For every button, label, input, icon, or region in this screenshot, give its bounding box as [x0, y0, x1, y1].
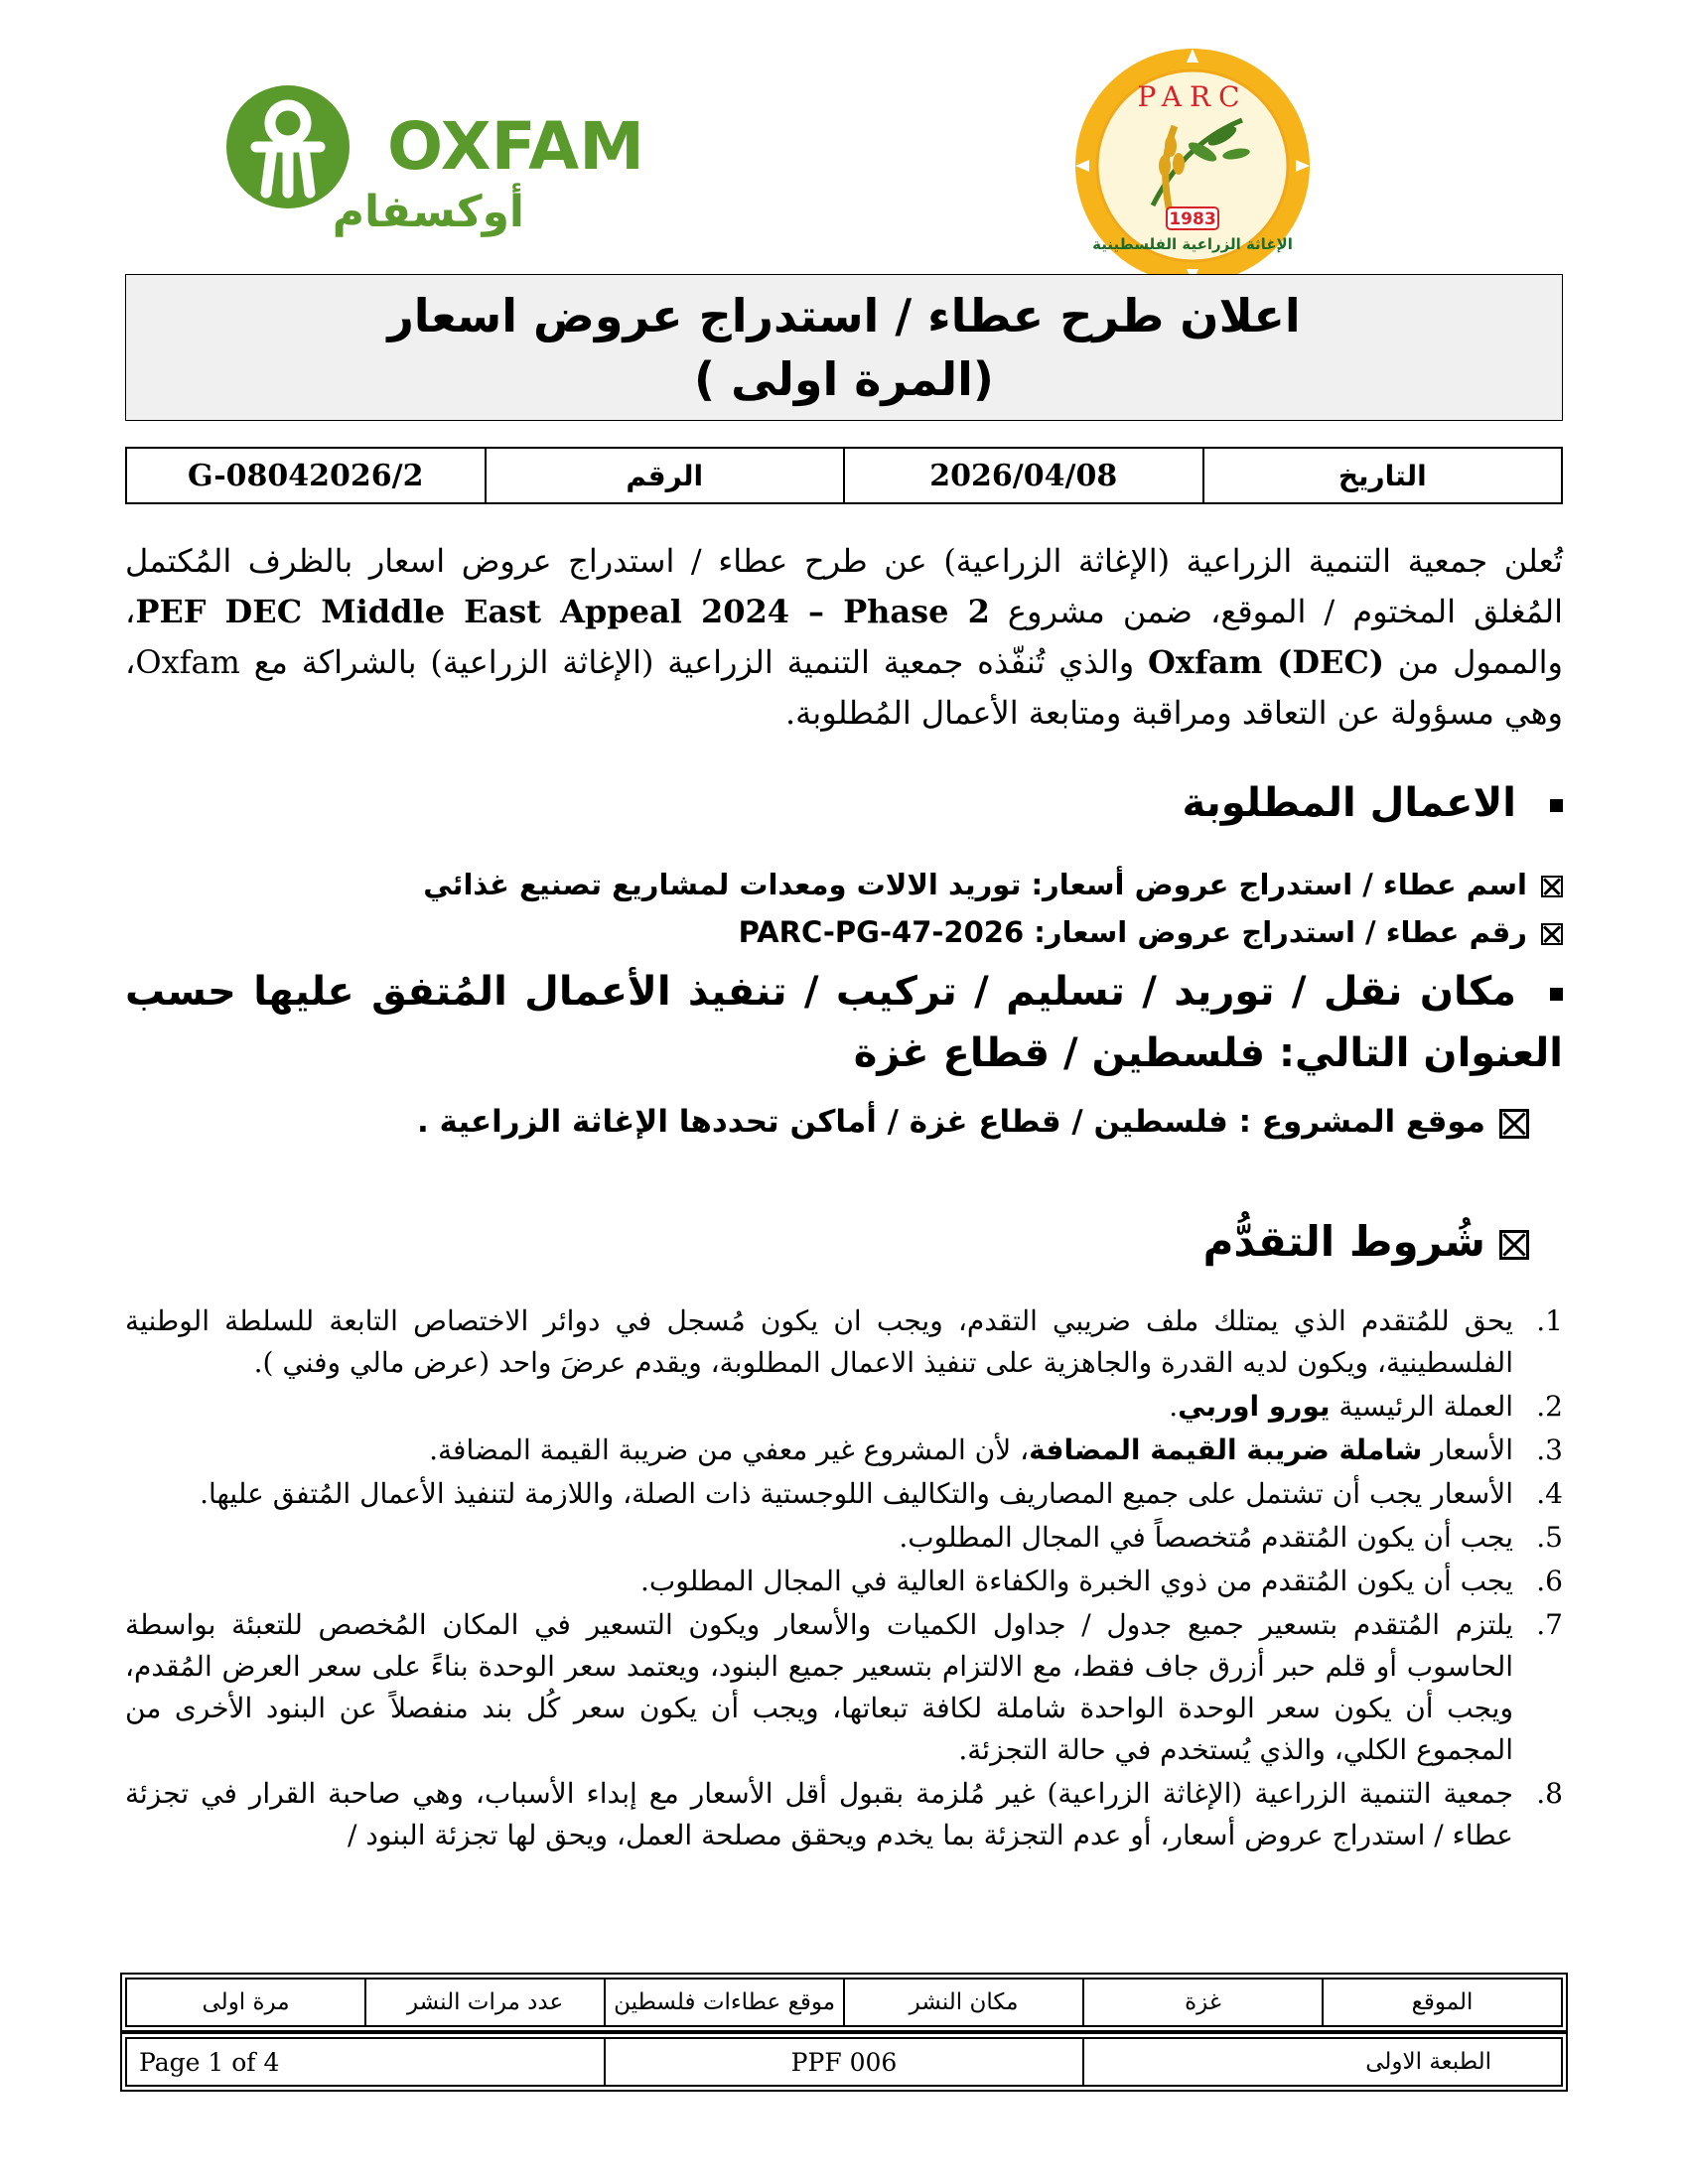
footer-form-table: [125, 2037, 1563, 2087]
tender-name-line: اسم عطاء / استدراج عروض أسعار: توريد الالات ومعدات لمشاريع تصنيع غذائي: [423, 868, 1563, 901]
condition-item: 4. الأسعار يجب أن تشتمل على جميع المصاريف والتكاليف اللوجستية ذات الصلة، واللازمة لتنفيذ الأعمال المُتفق عليها.: [200, 1477, 1563, 1510]
checkbox-checked-icon: [1541, 923, 1563, 945]
condition-item: 2. العملة الرئيسية يورو اوربي.: [1169, 1390, 1563, 1423]
checkbox-checked-icon: [1499, 1230, 1529, 1260]
announcement-title-box: [125, 274, 1563, 421]
footer-pub-count-label: عدد مرات النشر: [365, 1979, 605, 2026]
project-name: PEF DEC Middle East Appeal 2024 – Phase 2: [135, 593, 990, 630]
funder-name: Oxfam (DEC): [1147, 643, 1384, 681]
number-value: G-08042026/2: [126, 448, 486, 503]
footer-site-label: الموقع: [1323, 1979, 1562, 2026]
condition-item: 6. يجب أن يكون المُتقدم من ذوي الخبرة والكفاءة العالية في المجال المطلوب.: [639, 1565, 1563, 1597]
footer-form-code: PPF 006: [605, 2038, 1083, 2086]
delivery-place-heading: مكان نقل / توريد / تسليم / تركيب / تنفيذ الأعمال المُتفق عليها حسب العنوان التالي: فلسطين / قطاع غزة: [125, 969, 1563, 1076]
oxfam-logo: [226, 66, 644, 244]
oxfam-arabic-wordmark: أوكسفام: [332, 187, 524, 237]
parc-text: PARC: [1137, 80, 1248, 113]
number-label: الرقم: [486, 448, 845, 503]
reference-table: [125, 447, 1563, 504]
condition-item: 8. جمعية التنمية الزراعية (الإغاثة الزراعية) غير مُلزمة بقبول أقل الأسعار مع إبداء الأسباب، وهي صاحبة القرار في تجزئة عطاء / استدراج عروض أسعار، أو عدم التجزئة بما يخدم ويحقق مصلحة العمل، ويحق لها تجزئة البنود /: [125, 1777, 1563, 1851]
footer-page-number: Page 1 of 4: [126, 2038, 605, 2086]
oxfam-wordmark: OXFAM: [387, 108, 644, 185]
checkbox-checked-icon: [1499, 1109, 1529, 1139]
condition-item: 1. يحق للمُتقدم الذي يمتلك ملف ضريبي التقدم، ويجب ان يكون مُسجل في دوائر الاختصاص التابعة للسلطة الوطنية الفلسطينية، ويكون لديه القدرة والجاهزية على تنفيذ الاعمال المطلوبة، ويقدم عرضَ واحد (عرض مالي وفني ).: [125, 1304, 1563, 1379]
condition-item: 5. يجب أن يكون المُتقدم مُتخصصاً في المجال المطلوب.: [899, 1521, 1563, 1554]
parc-arabic-name: الإغاثة الزراعية الفلسطينية: [1092, 235, 1293, 253]
square-bullet-icon: [1550, 988, 1563, 1001]
footer-pub-count-value: مرة اولى: [126, 1979, 365, 2026]
announcement-title: اعلان طرح عطاء / استدراج عروض اسعار: [387, 289, 1301, 342]
footer-pub-place-value: موقع عطاءات فلسطين: [605, 1979, 844, 2026]
footer-pub-place-label: مكان النشر: [844, 1979, 1083, 2026]
project-site-line: موقع المشروع : فلسطين / قطاع غزة / أماكن تحددها الإغاثة الزراعية .: [417, 1104, 1529, 1140]
announcement-round: (المرة اولى ): [694, 352, 994, 406]
condition-item: 3. الأسعار شاملة ضريبة القيمة المضافة، لأن المشروع غير معفي من ضريبة القيمة المضافة.: [429, 1433, 1563, 1466]
checkbox-checked-icon: [1541, 876, 1563, 897]
intro-paragraph: تُعلن جمعية التنمية الزراعية (الإغاثة الزراعية) عن طرح عطاء / استدراج عروض اسعار بالظرف المُكتمل المُغلق المختوم / الموقع، ضمن مشروع PEF DEC Middle East Appeal 2024 – Phase 2، والممول من Oxfam (DEC) والذي تُنفّذه جمعية التنمية الزراعية (الإغاثة الزراعية) بالشراكة مع Oxfam، وهي مسؤولة عن التعاقد ومراقبة ومتابعة الأعمال المُطلوبة.: [125, 542, 1564, 732]
conditions-heading: شُروط التقدُّم: [1203, 1217, 1529, 1266]
works-heading: الاعمال المطلوبة: [1183, 780, 1563, 826]
condition-item: 7. يلتزم المُتقدم بتسعير جميع جدول / جداول الكميات والأسعار ويكون التسعير في المكان المُخصص للتعبئة بواسطة الحاسوب أو قلم حبر أزرق جاف فقط، مع الالتزام بتسعير جميع البنود، ويعتمد سعر الوحدة بناءً على سعر العرض المُقدم، ويجب أن يكون سعر الوحدة الواحدة شاملة لكافة تبعاتها، ويجب أن يكون سعر كُل بند منفصلاً عن البنود الأخرى من المجموع الكلي، والذي يُستخدم في حالة التجزئة.: [125, 1608, 1563, 1766]
footer-site-value: غزة: [1083, 1979, 1323, 2026]
footer-edition: الطبعة الاولى: [1083, 2038, 1562, 2086]
parc-logo: [1049, 48, 1336, 284]
date-value: 2026/04/08: [844, 448, 1203, 503]
square-bullet-icon: [1550, 799, 1563, 812]
conditions-list: [125, 1300, 1563, 1858]
tender-number-line: رقم عطاء / استدراج عروض اسعار: PARC-PG-47-2026: [739, 915, 1563, 949]
footer-publication-table: [125, 1978, 1563, 2027]
parc-year: 1983: [1169, 209, 1216, 229]
date-label: التاريخ: [1203, 448, 1563, 503]
